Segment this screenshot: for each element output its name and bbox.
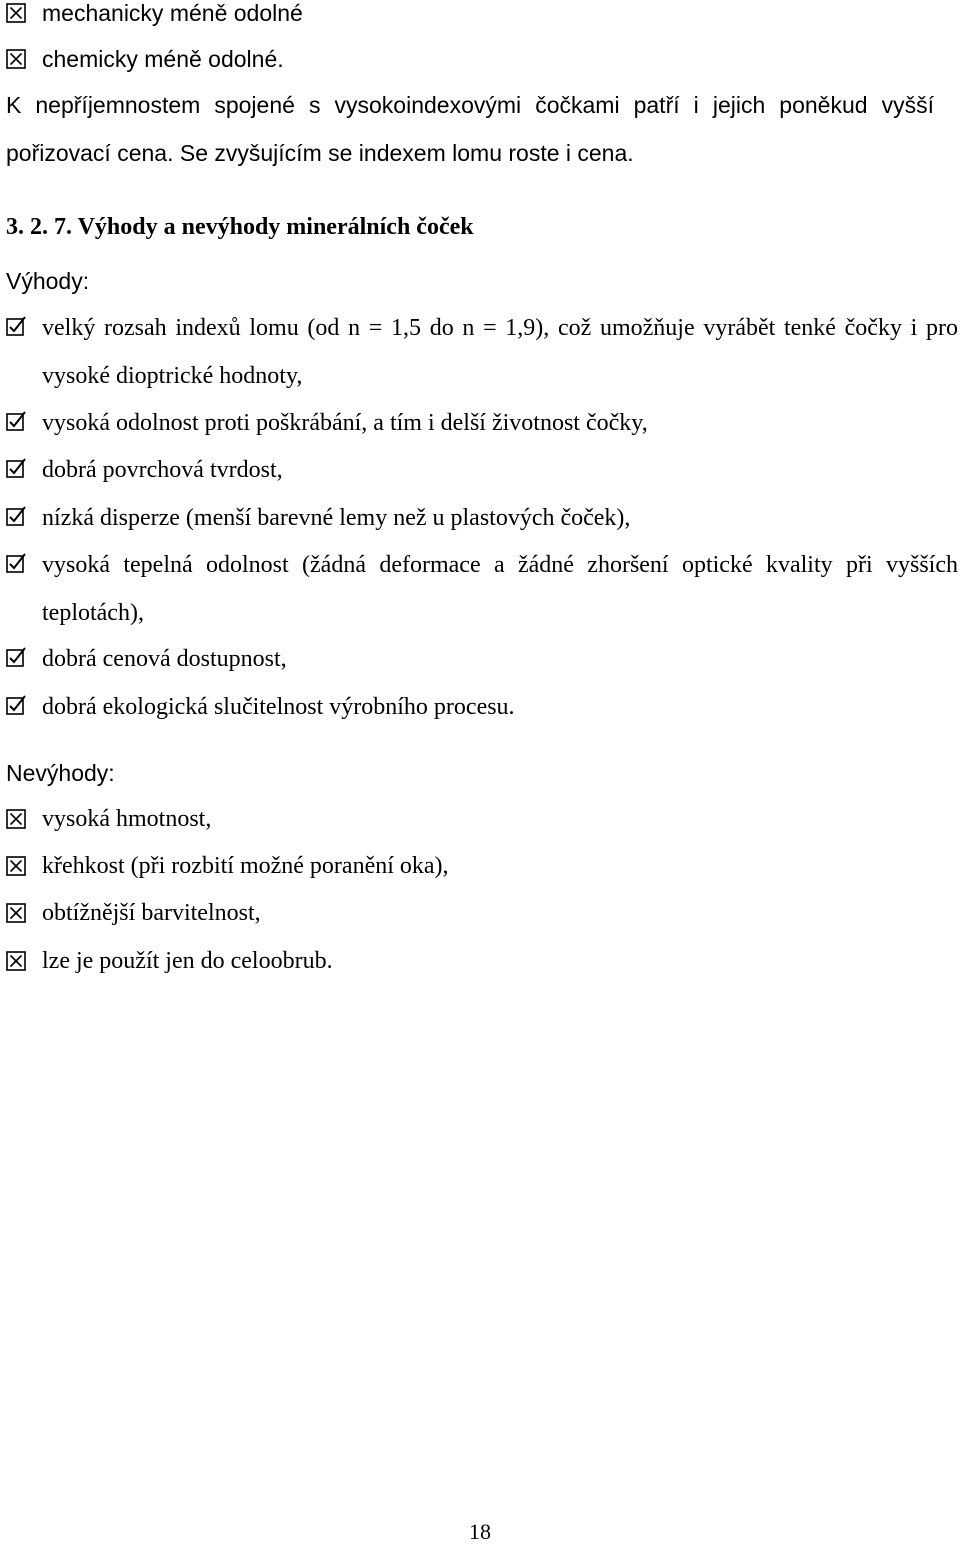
advantage-item <box>6 304 958 400</box>
cross-box-icon <box>6 3 26 23</box>
advantage-item <box>6 683 958 731</box>
advantage-item <box>6 399 958 447</box>
check-box-icon <box>6 458 26 478</box>
disadvantage-text: vysoká hmotnost, <box>42 806 212 832</box>
advantage-item <box>6 446 958 494</box>
paragraph-line: pořizovací cena. Se zvyšujícím se indexem lomu roste i cena. <box>6 140 634 166</box>
disadvantage-text: lze je použít jen do celoobrub. <box>42 948 333 974</box>
page-number: 18 <box>469 1519 491 1544</box>
check-box-icon <box>6 647 26 667</box>
advantage-item <box>6 541 958 637</box>
advantage-text: vysoká tepelná odolnost (žádná deformace a žádné zhoršení optické kvality při vyšších teplotách), <box>42 552 958 626</box>
advantage-item <box>6 494 958 542</box>
advantages-label: Výhody: <box>6 268 90 294</box>
disadvantages-label: Nevýhody: <box>6 760 115 786</box>
cross-box-icon <box>6 856 26 876</box>
disadvantage-text: křehkost (při rozbití možné poranění oka), <box>42 853 449 879</box>
advantage-item <box>6 635 958 683</box>
disadvantage-text: obtížnější barvitelnost, <box>42 900 261 926</box>
advantage-text: nízká disperze (menší barevné lemy než u plastových čoček), <box>42 505 631 531</box>
cross-box-icon <box>6 903 26 923</box>
check-box-icon <box>6 316 26 336</box>
list-item-text: mechanicky méně odolné <box>42 0 303 26</box>
check-box-icon <box>6 506 26 526</box>
section-heading: 3. 2. 7. Výhody a nevýhody minerálních čoček <box>6 214 474 240</box>
cross-box-icon <box>6 951 26 971</box>
cross-box-icon <box>6 49 26 69</box>
check-box-icon <box>6 411 26 431</box>
cross-box-icon <box>6 809 26 829</box>
advantage-text: dobrá cenová dostupnost, <box>42 646 287 672</box>
disadvantage-item <box>6 889 958 937</box>
check-box-icon <box>6 553 26 573</box>
advantage-text: dobrá povrchová tvrdost, <box>42 457 283 483</box>
list-item-text: chemicky méně odolné. <box>42 46 284 72</box>
advantage-text: velký rozsah indexů lomu (od n = 1,5 do n = 1,9), což umožňuje vyrábět tenké čočky i pro vysoké dioptrické hodnoty, <box>42 315 958 389</box>
disadvantage-item <box>6 842 958 890</box>
disadvantage-item <box>6 937 958 985</box>
check-box-icon <box>6 695 26 715</box>
paragraph-line: K nepříjemnostem spojené s vysokoindexovými čočkami patří i jejich poněkud vyšší <box>6 92 934 118</box>
advantage-text: vysoká odolnost proti poškrábání, a tím i delší životnost čočky, <box>42 410 648 436</box>
advantage-text: dobrá ekologická slučitelnost výrobního procesu. <box>42 694 515 720</box>
disadvantage-item <box>6 795 958 843</box>
